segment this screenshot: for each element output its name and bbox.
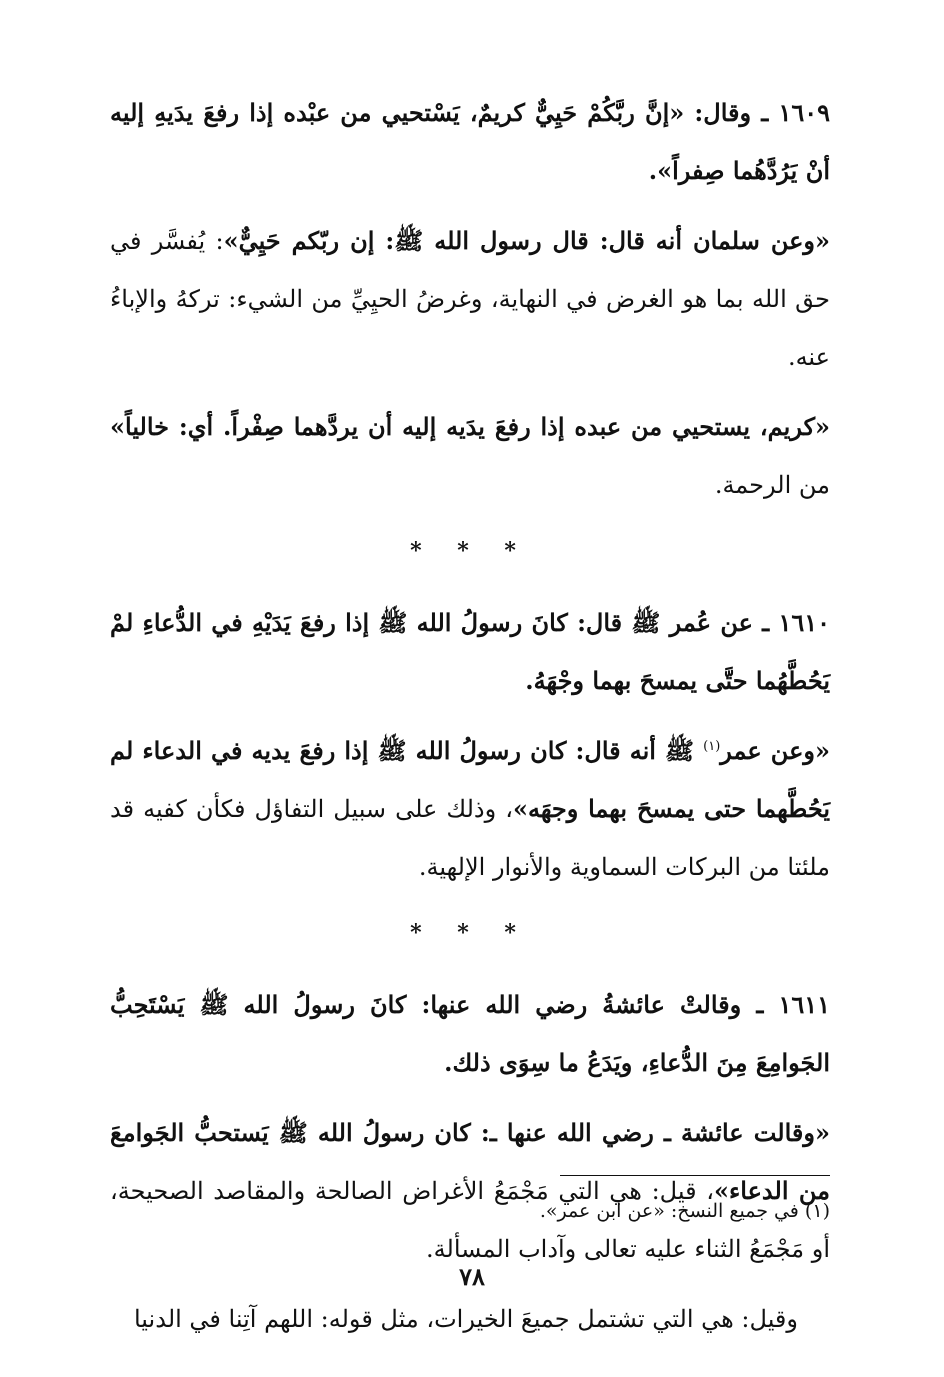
explanation-text: ، قيل: هي التي مَجْمَعُ الأغراض الصالحة والمقاصد الصحيحة، أو مَجْمَعُ الثناء عليه تعالى وآداب المسألة. — [110, 1177, 830, 1263]
quoted-text: «وقالت عائشة ـ رضي الله عنها ـ: كان رسولُ الله ﷺ يَستحبُّ الجَوامعَ من الدعاء» — [110, 1118, 830, 1205]
commentary-1610 — [110, 722, 830, 896]
page-number: ٧٨ — [459, 1262, 485, 1291]
commentary-1609-a — [110, 212, 830, 386]
quoted-text: «وعن سلمان أنه قال: قال رسول الله ﷺ: إن ربّكم حَيِيٌّ» — [223, 226, 831, 255]
commentary-1611-a — [110, 1104, 830, 1278]
explanation-text: : يُفسَّر في حق الله بما هو الغرض في النهاية، وغرضُ الحيِيِّ من الشيء: تركهُ والإباءُ عنه. — [110, 227, 830, 371]
commentary-1609-b — [110, 398, 830, 514]
quoted-text-continued: ﷺ أنه قال: كان رسولُ الله ﷺ إذا رفعَ يديه في الدعاء لم يَحُطَّهما حتى يمسحَ بهما وجهَه» — [110, 736, 830, 823]
quoted-text: «كريم، يستحيي من عبده إذا رفعَ يدَيه إليه أن يردَّهما صِفْراً. أي: خالياً» — [110, 412, 830, 441]
explanation-text: وقيل: هي التي تشتمل جميعَ الخيرات، مثل قوله: اللهم آتِنا في الدنيا — [133, 1305, 798, 1333]
quoted-text: «وعن عمر — [720, 736, 830, 765]
footnote-divider — [560, 1175, 830, 1176]
hadith-1610: ١٦١٠ ـ عن عُمر ﷺ قال: كانَ رسولُ الله ﷺ إذا رفعَ يَدَيْهِ في الدُّعاءِ لمْ يَحُطَّهُما حتَّى يمسحَ بهما وجْهَهُ. — [110, 608, 830, 695]
section-separator: * * * — [410, 538, 530, 564]
footnote-reference: (١) — [703, 739, 721, 754]
commentary-1611-b — [110, 1290, 830, 1348]
section-separator: * * * — [410, 920, 530, 946]
page-body — [110, 84, 830, 1360]
explanation-text: من الرحمة. — [714, 471, 830, 499]
hadith-1611: ١٦١١ ـ وقالتْ عائشةُ رضي الله عنها: كانَ رسولُ الله ﷺ يَسْتَحِبُّ الجَوامِعَ مِنَ الدُّعاءِ، ويَدَعُ ما سِوَى ذلك. — [110, 990, 831, 1077]
explanation-text: ، وذلك على سبيل التفاؤل فكأن كفيه قد ملئتا من البركات السماوية والأنوار الإلهية. — [110, 795, 830, 881]
footnote: (١) في جميع النسخ: «عن ابن عمر». — [539, 1200, 830, 1222]
hadith-1609: ١٦٠٩ ـ وقال: «إنَّ ربَّكُمْ حَيِيٌّ كريمٌ، يَسْتحيي من عبْده إذا رفعَ يدَيهِ إليه أنْ يَرُدَّهُما صِفراً». — [110, 98, 830, 185]
